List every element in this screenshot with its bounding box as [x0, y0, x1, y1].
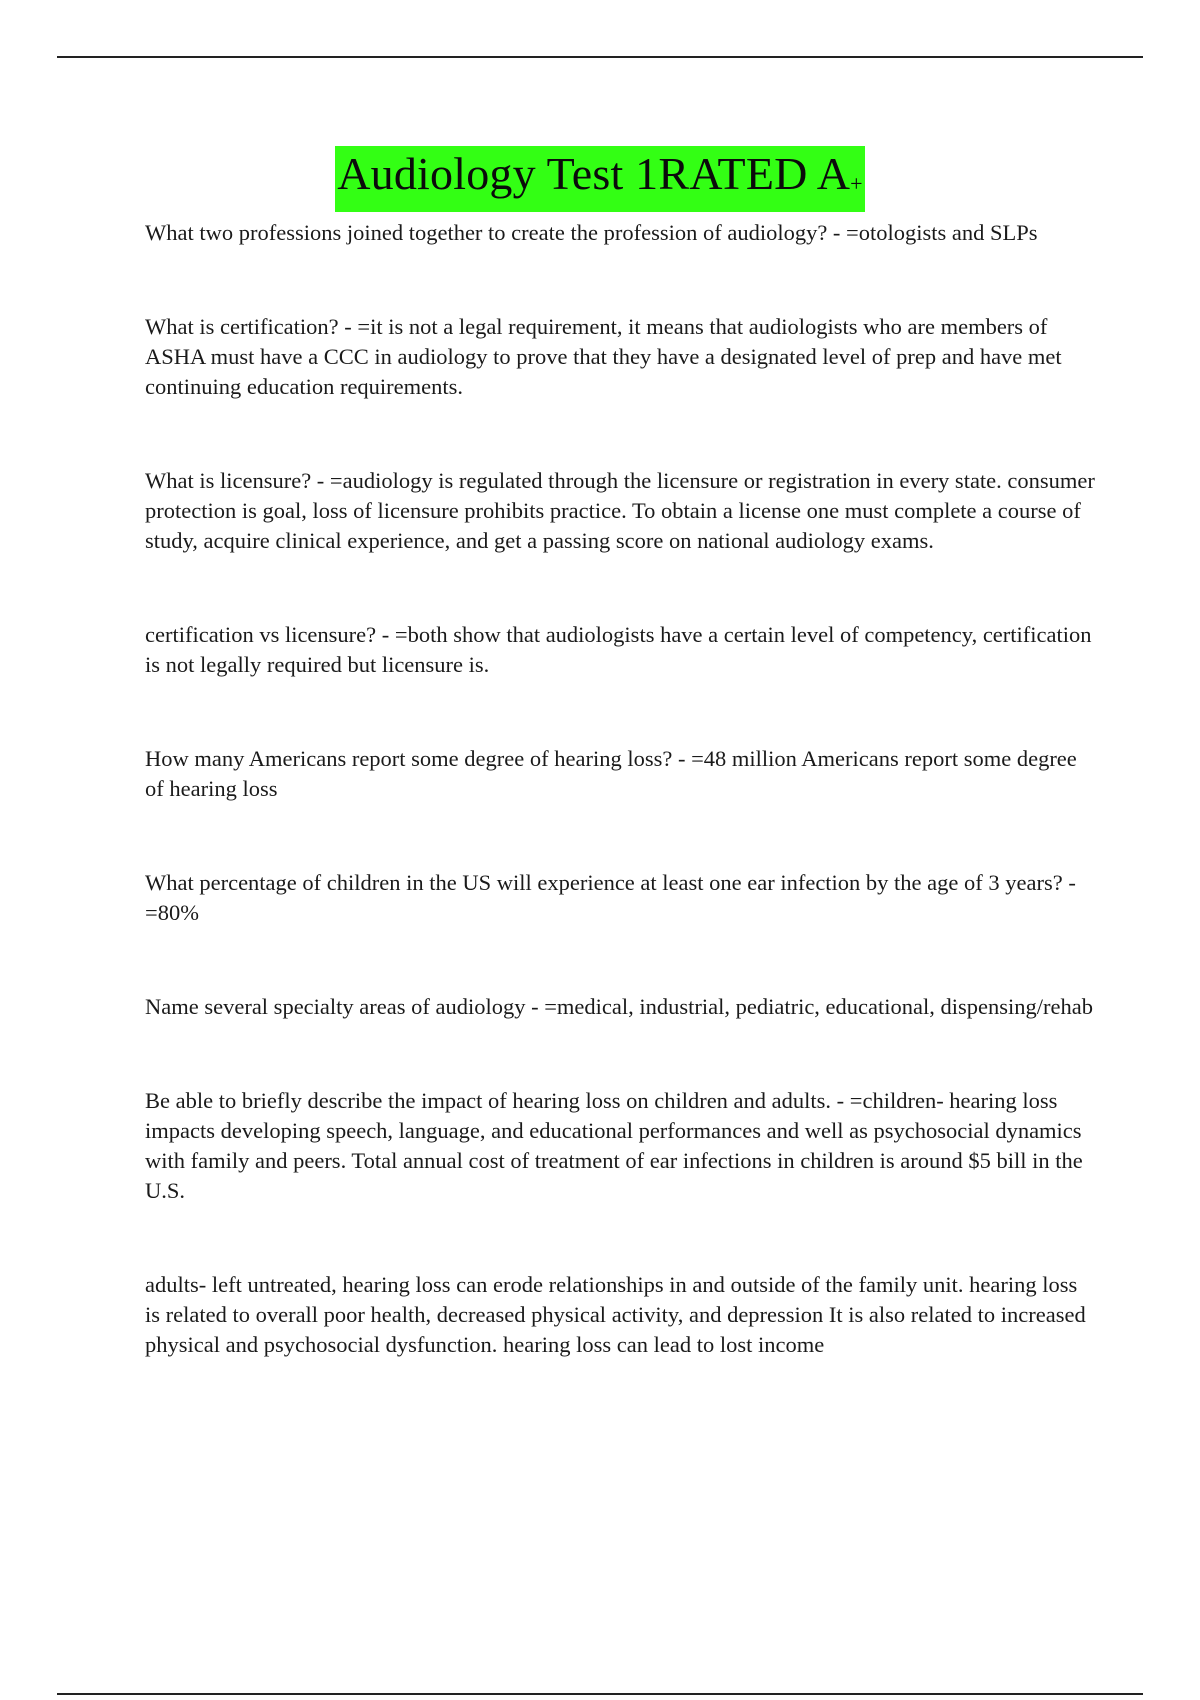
qa-entry: Be able to briefly describe the impact of hearing loss on children and adults. - =children- hearing loss impacts developing speech, language, and educational performances and well as psychosocial dynamics with family and peers. Total annual cost of treatment of ear infections in children is around $5 bill in the U.S. [145, 1088, 1083, 1203]
bottom-rule [57, 1693, 1143, 1695]
title-block [0, 146, 1200, 212]
title-main: Audiology Test 1RATED A [337, 148, 851, 199]
qa-entry: Name several specialty areas of audiology - =medical, industrial, pediatric, educational, dispensing/rehab [145, 994, 1093, 1019]
document-title [335, 146, 865, 212]
qa-entry: certification vs licensure? - =both show that audiologists have a certain level of competency, certification is not legally required but licensure is. [145, 622, 1092, 677]
qa-entry: What percentage of children in the US will experience at least one ear infection by the age of 3 years? - =80% [145, 870, 1076, 925]
title-subscript: + [850, 171, 863, 196]
qa-entry: What two professions joined together to create the profession of audiology? - =otologists and SLPs [145, 220, 1038, 245]
top-rule [57, 56, 1143, 58]
qa-entry: How many Americans report some degree of hearing loss? - =48 million Americans report some degree of hearing loss [145, 746, 1077, 801]
qa-entry: What is licensure? - =audiology is regulated through the licensure or registration in every state. consumer protection is goal, loss of licensure prohibits practice. To obtain a license one must complete a course of study, acquire clinical experience, and get a passing score on national audiology exams. [145, 468, 1095, 553]
qa-entry: What is certification? - =it is not a legal requirement, it means that audiologists who are members of ASHA must have a CCC in audiology to prove that they have a designated level of prep and have met continuing education requirements. [145, 314, 1062, 399]
document-body [145, 218, 1095, 1424]
qa-entry: adults- left untreated, hearing loss can erode relationships in and outside of the family unit. hearing loss is related to overall poor health, decreased physical activity, and depression It is also related to increased physical and psychosocial dysfunction. hearing loss can lead to lost income [145, 1272, 1086, 1357]
